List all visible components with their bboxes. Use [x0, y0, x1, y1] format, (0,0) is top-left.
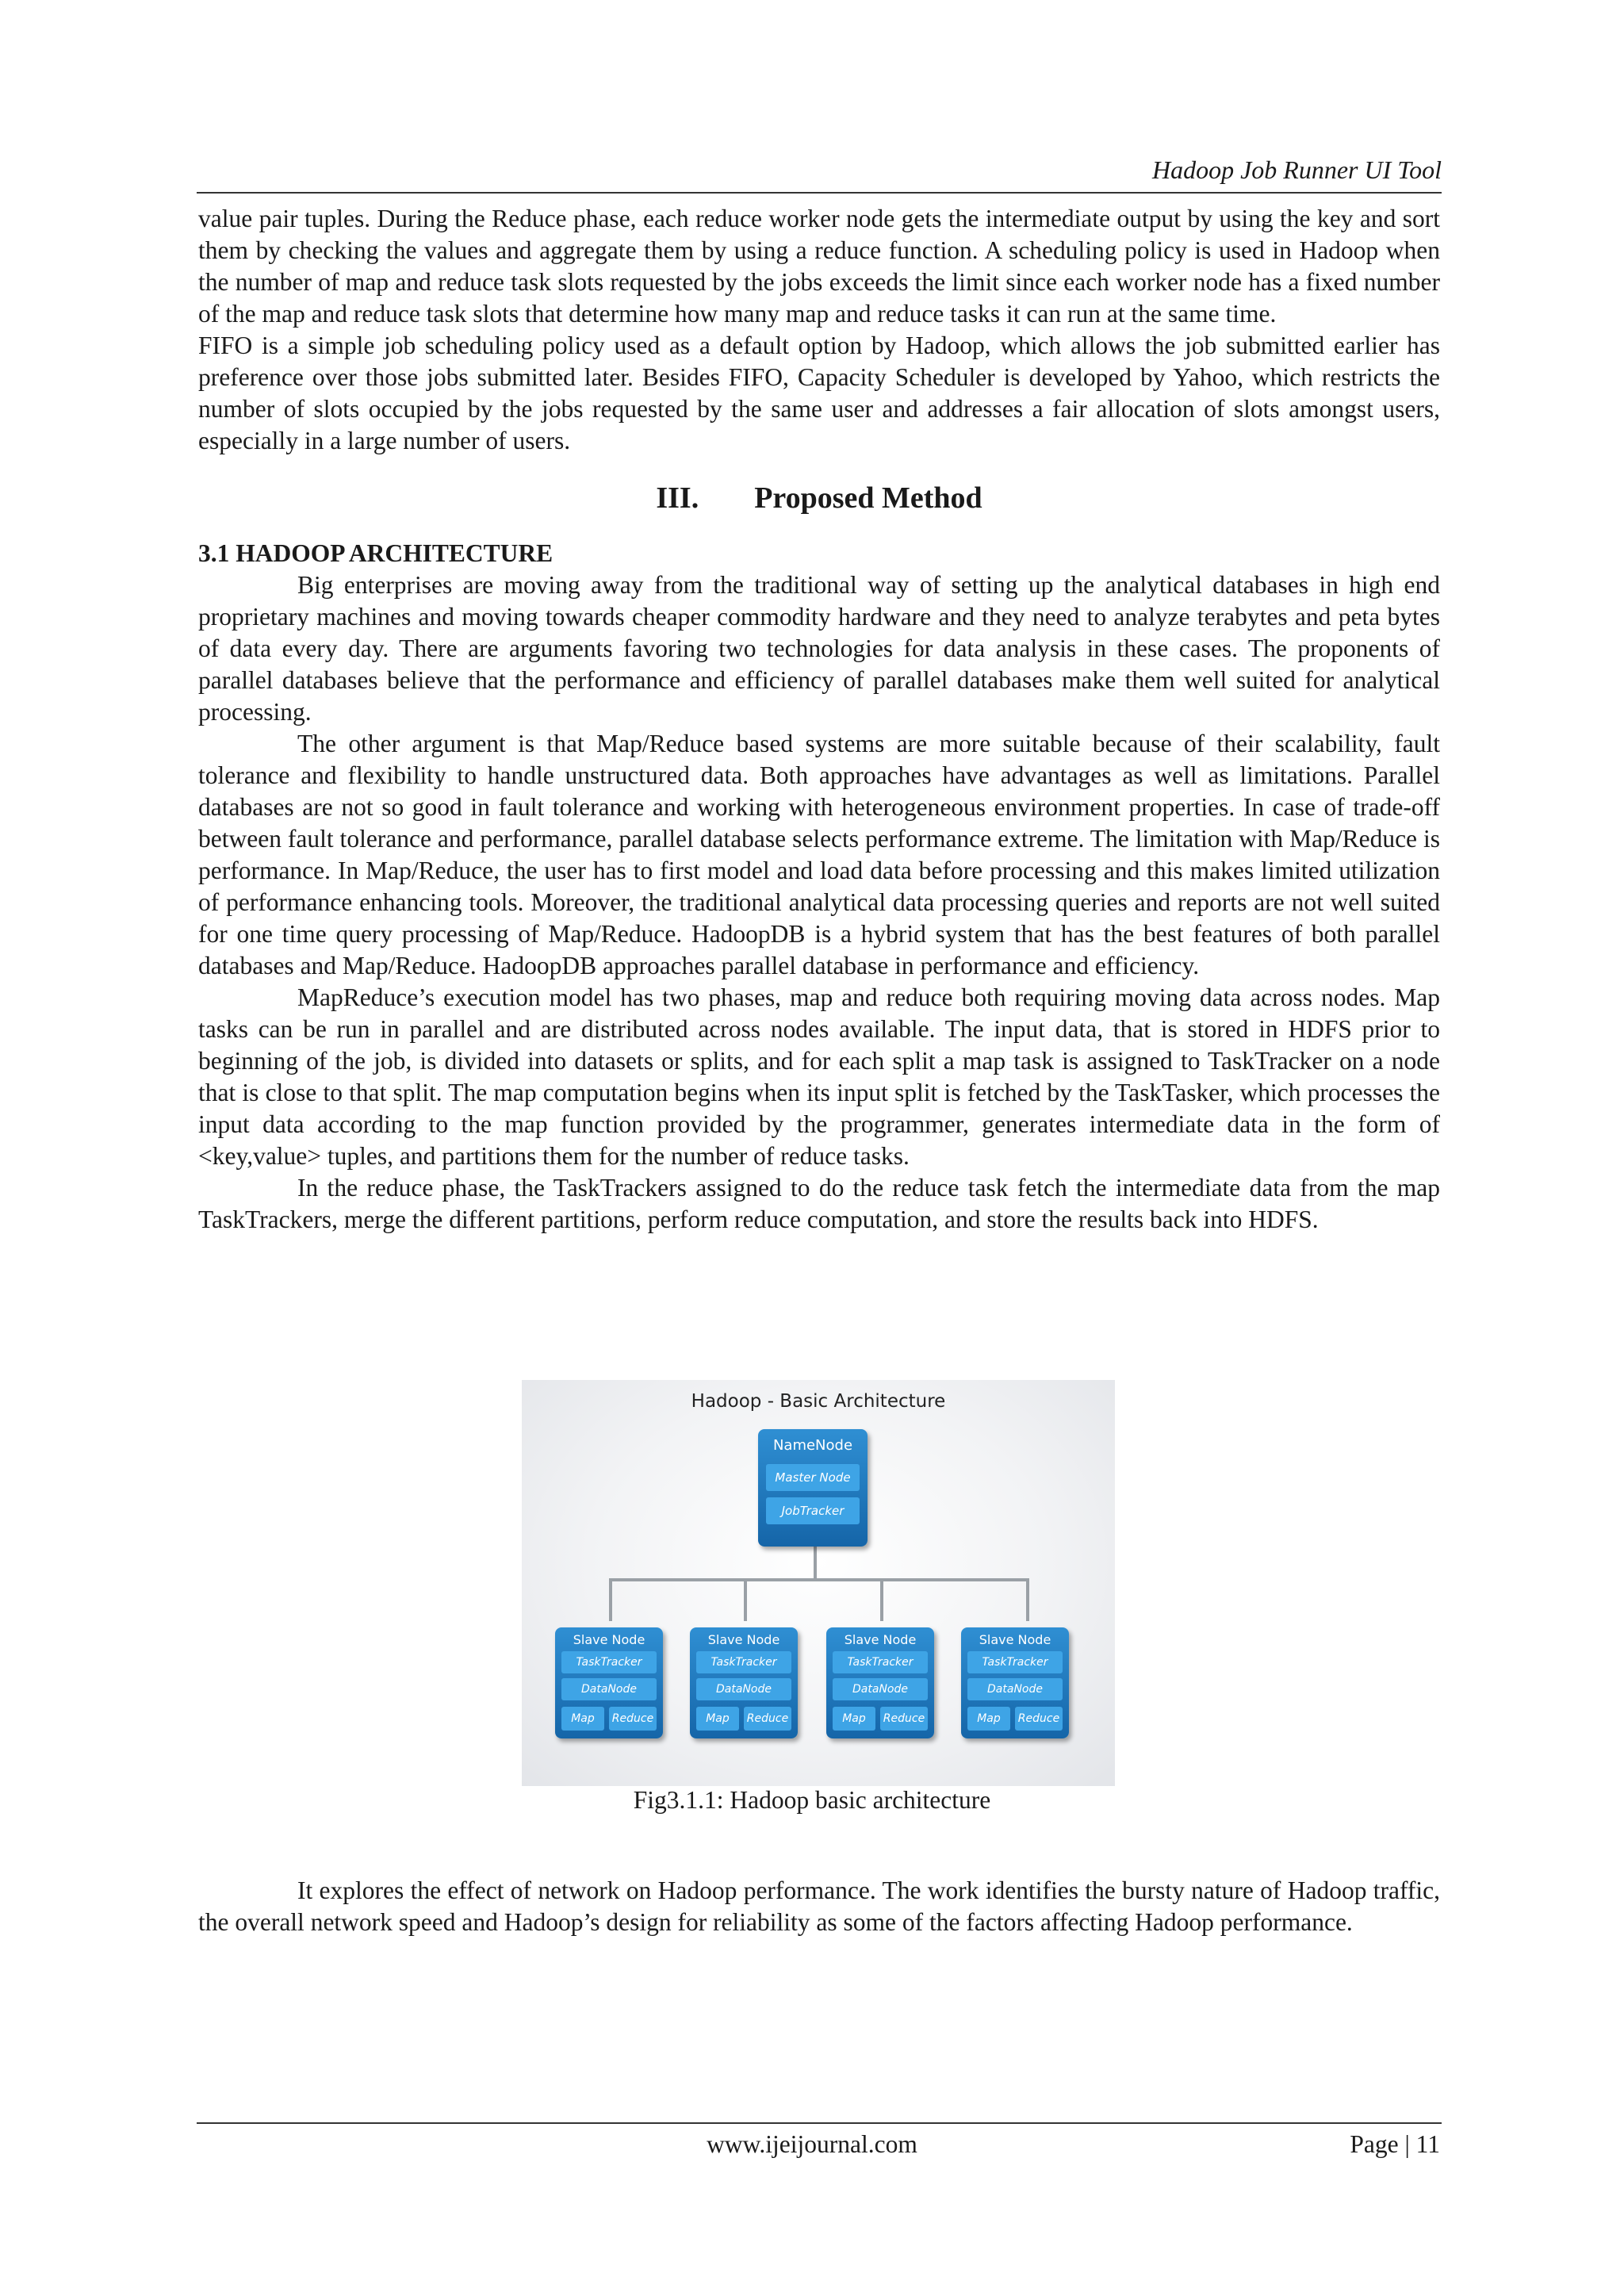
reduce-chip: Reduce	[609, 1707, 657, 1731]
intro-paragraph-1: value pair tuples. During the Reduce phase, each reduce worker node gets the intermediate output by using the key and sort them by checking the values and aggregate them by using a reduce function. A scheduling policy is used in Hadoop when the number of map and reduce task slots requested by the jobs exceeds the limit since each worker node has a fixed number of the map and reduce task slots that determine how many map and reduce tasks it can run at the same time.	[198, 205, 1440, 328]
map-chip: Map	[561, 1707, 604, 1731]
slave-node-label: Slave Node	[573, 1632, 645, 1647]
running-header	[197, 155, 1442, 194]
namenode-box	[758, 1429, 868, 1547]
map-chip: Map	[696, 1707, 739, 1731]
intro-paragraph-2: FIFO is a simple job scheduling policy used as a default option by Hadoop, which allows the job submitted earlier has preference over those jobs submitted later. Besides FIFO, Capacity Scheduler is developed by Yahoo, which restricts the number of slots occupied by the jobs requested by the same user and addresses a fair allocation of slots amongst users, especially in a large number of users.	[198, 332, 1440, 454]
slave-node-label: Slave Node	[979, 1632, 1051, 1647]
connector-bus	[609, 1578, 1029, 1581]
running-header-title: Hadoop Job Runner UI Tool	[1151, 155, 1442, 184]
slave-node-3	[826, 1627, 934, 1738]
main-text	[198, 203, 1440, 1236]
figure-title: Hadoop - Basic Architecture	[691, 1391, 946, 1412]
figure-caption: Fig3.1.1: Hadoop basic architecture	[633, 1786, 991, 1814]
subsection-heading: 3.1 HADOOP ARCHITECTURE	[198, 539, 553, 567]
closing-text	[198, 1849, 1440, 1963]
closing-paragraph: It explores the effect of network on Hadoop performance. The work identifies the bursty nature of Hadoop traffic, the overall network speed and Hadoop’s design for reliability as some of the factors affecting Hadoop performance.	[198, 1876, 1440, 1936]
section-title: Proposed Method	[754, 481, 982, 515]
section-paragraph-1: Big enterprises are moving away from the traditional way of setting up the analytical databases in high end proprietary machines and moving towards cheaper commodity hardware and they need to analyze terabytes and peta bytes of data every day. There are arguments favoring two technologies for data analysis in these cases. The proponents of parallel databases believe that the performance and efficiency of parallel databases make them well suited for analytical processing.	[198, 571, 1440, 726]
datanode-chip: DataNode	[967, 1678, 1063, 1700]
tasktracker-chip: TaskTracker	[696, 1651, 791, 1673]
hadoop-architecture-figure	[522, 1380, 1115, 1786]
section-paragraph-3: MapReduce’s execution model has two phases, map and reduce both requiring moving data across nodes. Map tasks can be run in parallel and are distributed across nodes available. The input data, that is stored in HDFS prior to beginning of the job, is divided into datasets or splits, and for each split a map task is assigned to TaskTracker on a node that is close to that split. The map computation begins when its input split is fetched by the TaskTasker, which processes the input data according to the map function provided by the programmer, generates intermediate data in the form of <key,value> tuples, and partitions them for the number of reduce tasks.	[198, 983, 1440, 1170]
connector-drop-4	[1026, 1578, 1029, 1621]
section-heading	[198, 482, 1440, 514]
datanode-chip: DataNode	[833, 1678, 928, 1700]
reduce-chip: Reduce	[744, 1707, 791, 1731]
section-number: III.	[656, 481, 699, 515]
connector-drop-3	[880, 1578, 883, 1621]
connector-drop-1	[609, 1578, 612, 1621]
datanode-chip: DataNode	[561, 1678, 657, 1700]
namenode-label: NameNode	[772, 1437, 853, 1454]
section-paragraph-2: The other argument is that Map/Reduce based systems are more suitable because of their scalability, fault tolerance and flexibility to handle unstructured data. Both approaches have advantages as well as limitations. Parallel databases are not so good in fault tolerance and working with heterogeneous environment properties. In case of trade-off between fault tolerance and performance, parallel database selects performance extreme. The limitation with Map/Reduce is performance. In Map/Reduce, the user has to first model and load data before processing and this makes limited utilization of performance enhancing tools. Moreover, the traditional analytical data processing queries and reports are not well suited for one time query processing of Map/Reduce. HadoopDB is a hybrid system that has the best features of both parallel databases and Map/Reduce. HadoopDB approaches parallel database in performance and efficiency.	[198, 730, 1440, 979]
reduce-chip: Reduce	[880, 1707, 928, 1731]
slave-node-label: Slave Node	[844, 1632, 917, 1647]
master-node-chip: Master Node	[766, 1464, 860, 1491]
footer-url: www.ijeijournal.com	[707, 2130, 917, 2158]
map-chip: Map	[833, 1707, 875, 1731]
connector-trunk	[814, 1547, 817, 1580]
slave-node-4	[961, 1627, 1069, 1738]
map-chip: Map	[967, 1707, 1010, 1731]
slave-node-2	[690, 1627, 798, 1738]
tasktracker-chip: TaskTracker	[967, 1651, 1063, 1673]
tasktracker-chip: TaskTracker	[833, 1651, 928, 1673]
datanode-chip: DataNode	[696, 1678, 791, 1700]
slave-node-1	[555, 1627, 663, 1738]
tasktracker-chip: TaskTracker	[561, 1651, 657, 1673]
slave-node-label: Slave Node	[707, 1632, 780, 1647]
page-number: Page | 11	[1350, 2130, 1440, 2158]
footer-rule	[197, 2122, 1442, 2124]
connector-drop-2	[744, 1578, 747, 1621]
jobtracker-chip: JobTracker	[766, 1497, 860, 1524]
reduce-chip: Reduce	[1015, 1707, 1063, 1731]
section-paragraph-4: In the reduce phase, the TaskTrackers assigned to do the reduce task fetch the intermediate data from the map TaskTrackers, merge the different partitions, perform reduce computation, and store the results back into HDFS.	[198, 1174, 1440, 1233]
